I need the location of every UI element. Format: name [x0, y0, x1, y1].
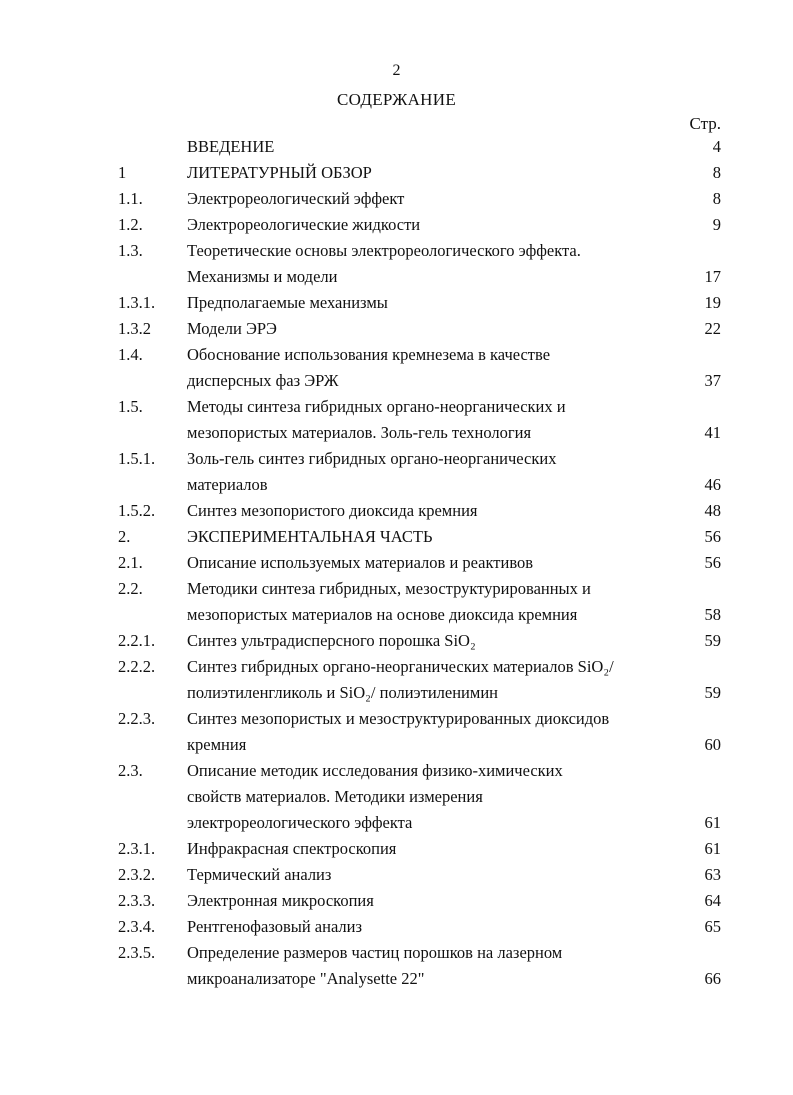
toc-entry-number: 2.3.5.	[118, 943, 156, 962]
toc-entry-title: Методики синтеза гибридных, мезоструктурированных и	[187, 579, 591, 598]
toc-entry-page: 41	[704, 423, 721, 442]
toc-entry	[0, 576, 793, 602]
toc-entry-page: 8	[712, 163, 721, 182]
toc-entry-title: свойств материалов. Методики измерения	[187, 787, 483, 806]
toc-entry-title: Описание используемых материалов и реактивов	[187, 553, 534, 572]
toc-entry-page: 66	[704, 969, 721, 988]
toc-entry-page: 56	[704, 553, 721, 572]
toc-entry-title: кремния	[187, 735, 247, 754]
toc-entry-number: 1.1.	[118, 189, 143, 208]
toc-entry-title: Предполагаемые механизмы	[187, 293, 388, 312]
toc-entry	[0, 680, 793, 706]
toc-entry-title: Рентгенофазовый анализ	[187, 917, 362, 936]
toc-entry	[0, 862, 793, 888]
toc-entry	[0, 654, 793, 680]
toc-entry	[0, 524, 793, 550]
toc-entry	[0, 758, 793, 784]
table-of-contents	[0, 134, 793, 992]
toc-entry	[0, 628, 793, 654]
toc-entry	[0, 290, 793, 316]
toc-entry-page: 48	[704, 501, 721, 520]
toc-entry	[0, 368, 793, 394]
toc-entry	[0, 732, 793, 758]
toc-entry	[0, 238, 793, 264]
toc-entry-number: 2.	[118, 527, 131, 546]
toc-entry-title: ЭКСПЕРИМЕНТАЛЬНАЯ ЧАСТЬ	[187, 527, 433, 546]
toc-entry-title: дисперсных фаз ЭРЖ	[187, 371, 339, 390]
toc-entry	[0, 446, 793, 472]
toc-entry-page: 9	[712, 215, 721, 234]
toc-entry-number: 1.4.	[118, 345, 143, 364]
toc-entry-page: 64	[704, 891, 721, 910]
toc-entry-title: Описание методик исследования физико-химических	[187, 761, 563, 780]
toc-entry	[0, 264, 793, 290]
toc-entry-title: Термический анализ	[187, 865, 332, 884]
toc-entry-title: полиэтиленгликоль и SiO₂/ полиэтиленимин	[187, 683, 498, 702]
toc-entry-number: 2.2.2.	[118, 657, 156, 676]
toc-entry	[0, 836, 793, 862]
toc-entry-number: 1.5.2.	[118, 501, 156, 520]
toc-entry-page: 17	[704, 267, 721, 286]
toc-entry-number: 1.3.2	[118, 319, 151, 338]
toc-entry-title: мезопористых материалов на основе диоксида кремния	[187, 605, 578, 624]
toc-entry-number: 1.3.	[118, 241, 143, 260]
toc-entry-page: 19	[704, 293, 721, 312]
toc-entry-page: 46	[704, 475, 721, 494]
toc-entry-page: 56	[704, 527, 721, 546]
toc-entry-title: Синтез мезопористого диоксида кремния	[187, 501, 478, 520]
toc-entry-number: 1	[118, 163, 127, 182]
toc-entry	[0, 420, 793, 446]
page-number: 2	[392, 62, 401, 79]
page-title: СОДЕРЖАНИЕ	[336, 90, 457, 109]
toc-entry-page: 22	[704, 319, 721, 338]
toc-entry	[0, 966, 793, 992]
toc-entry-title: Механизмы и модели	[187, 267, 338, 286]
toc-entry-number: 1.3.1.	[118, 293, 156, 312]
toc-entry-title: ЛИТЕРАТУРНЫЙ ОБЗОР	[187, 163, 372, 182]
toc-entry	[0, 394, 793, 420]
toc-entry-number: 2.2.3.	[118, 709, 156, 728]
toc-entry-title: Модели ЭРЭ	[187, 319, 277, 338]
toc-entry-number: 2.3.4.	[118, 917, 156, 936]
toc-entry	[0, 212, 793, 238]
toc-entry	[0, 888, 793, 914]
toc-entry-title: Синтез ультрадисперсного порошка SiO₂	[187, 631, 476, 650]
toc-entry-page: 63	[704, 865, 721, 884]
toc-entry-title: Инфракрасная спектроскопия	[187, 839, 397, 858]
toc-entry-title: Электрореологические жидкости	[187, 215, 421, 234]
page-column-header: Стр.	[689, 114, 721, 133]
toc-entry-page: 59	[704, 683, 721, 702]
toc-entry-title: Электронная микроскопия	[187, 891, 374, 910]
toc-entry	[0, 602, 793, 628]
toc-entry-page: 59	[704, 631, 721, 650]
toc-entry	[0, 784, 793, 810]
toc-entry	[0, 940, 793, 966]
toc-entry-title: Электрореологический эффект	[187, 189, 405, 208]
toc-entry-number: 2.3.1.	[118, 839, 156, 858]
toc-entry-number: 1.2.	[118, 215, 143, 234]
toc-entry	[0, 472, 793, 498]
toc-entry-page: 8	[712, 189, 721, 208]
toc-entry-title: Теоретические основы электрореологического эффекта.	[187, 241, 581, 260]
toc-entry-page: 61	[704, 839, 721, 858]
toc-entry-title: Обоснование использования кремнезема в качестве	[187, 345, 551, 364]
toc-entry-page: 65	[704, 917, 721, 936]
toc-entry-title: Методы синтеза гибридных органо-неорганических и	[187, 397, 566, 416]
toc-entry-title: электрореологического эффекта	[187, 813, 413, 832]
toc-entry-number: 1.5.1.	[118, 449, 156, 468]
toc-entry	[0, 810, 793, 836]
toc-entry-number: 2.2.	[118, 579, 143, 598]
toc-entry	[0, 706, 793, 732]
toc-entry-number: 2.1.	[118, 553, 143, 572]
toc-entry-title: Синтез гибридных органо-неорганических материалов SiO₂/	[187, 657, 614, 676]
toc-entry	[0, 342, 793, 368]
toc-entry-page: 37	[704, 371, 721, 390]
toc-entry	[0, 186, 793, 212]
toc-entry	[0, 914, 793, 940]
toc-entry	[0, 498, 793, 524]
toc-entry-title: Определение размеров частиц порошков на лазерном	[187, 943, 563, 962]
toc-entry-title: микроанализаторе "Analysette 22"	[187, 969, 425, 988]
toc-entry-number: 2.2.1.	[118, 631, 156, 650]
toc-entry	[0, 316, 793, 342]
toc-entry-page: 4	[712, 137, 721, 156]
toc-entry	[0, 134, 793, 160]
toc-entry	[0, 550, 793, 576]
toc-entry-number: 2.3.2.	[118, 865, 156, 884]
toc-entry-title: мезопористых материалов. Золь-гель технология	[187, 423, 532, 442]
toc-entry-title: ВВЕДЕНИЕ	[187, 137, 275, 156]
toc-entry-number: 2.3.	[118, 761, 143, 780]
toc-entry-title: материалов	[187, 475, 268, 494]
toc-entry-page: 58	[704, 605, 721, 624]
toc-entry-number: 2.3.3.	[118, 891, 156, 910]
toc-entry	[0, 160, 793, 186]
toc-entry-page: 60	[704, 735, 721, 754]
toc-entry-title: Синтез мезопористых и мезоструктурированных диоксидов	[187, 709, 610, 728]
toc-entry-title: Золь-гель синтез гибридных органо-неорганических	[187, 449, 557, 468]
toc-entry-number: 1.5.	[118, 397, 143, 416]
toc-entry-page: 61	[704, 813, 721, 832]
